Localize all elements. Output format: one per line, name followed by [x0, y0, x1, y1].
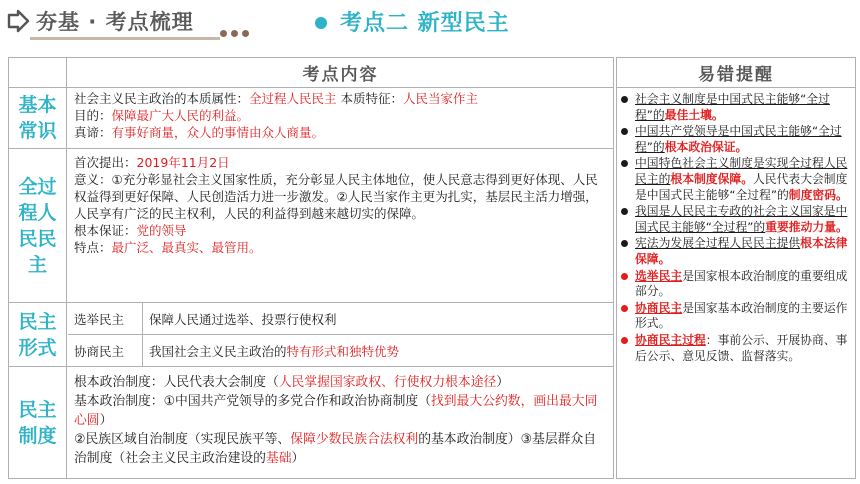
election-text: 保障人民通过选举、投票行使权利 — [149, 311, 337, 327]
list-item: 协商民主过程：事前公示、开展协商、事后公示、意见反馈、监督落实。 — [621, 333, 849, 364]
list-item: 协商民主是国家基本政治制度的主要运作形式。 — [621, 301, 849, 332]
category-whole-process: 全过程人民民主 — [9, 149, 67, 302]
section-title: 夯基 · 考点梳理 — [36, 10, 194, 34]
category-basic: 基本常识 — [9, 88, 67, 148]
consult-label: 协商民主 — [68, 335, 143, 367]
table-row-system — [9, 367, 613, 478]
topic-title: 考点二 新型民主 — [340, 11, 510, 36]
table-row-forms — [9, 303, 613, 367]
list-item: 我国是人民民主专政的社会主义国家是中国式民主能够“全过程”的重要推动力量。 — [621, 204, 849, 235]
whole-process-content: 首次提出：2019年11月2日 意义：①充分彰显社会主义国家性质，充分彰显人民主体地位，使人民意志得到更好体现、人民权益得到更好保障、人民创造活力进一步激发。②人民当家作主更为扎实，基层民主活力增强，人民享有广泛的民主权利，人民的利益得到越来越切实的保障。 根本保证：党的领导 特点：最广泛、最真实、最管用。 — [74, 155, 598, 255]
table-header-row — [9, 58, 613, 88]
list-item: 中国共产党领导是中国式民主能够“全过程”的根本政治保证。 — [621, 124, 849, 155]
consult-text: 我国社会主义民主政治的特有形式和独特优势 — [149, 344, 400, 359]
arrow-right-icon — [6, 9, 30, 33]
basic-content: 社会主义民主政治的本质属性：全过程人民民主 本质特征：人民当家作主 目的：保障最广大人民的利益。 真谛：有事好商量，众人的事情由众人商量。 — [74, 91, 479, 140]
content-table — [8, 57, 614, 479]
decorative-dots — [220, 30, 249, 37]
error-reminder-list — [617, 88, 855, 364]
table-row-basic — [9, 88, 613, 149]
election-label: 选举民主 — [68, 303, 143, 334]
system-content: 根本政治制度：人民代表大会制度（人民掌握国家政权、行使权力根本途径） 基本政治制度：①中国共产党领导的多党合作和政治协商制度（找到最大公约数，画出最大同心圆） ②民族区域自治制度（实现民族平等、保障少数民族合法权利的基本政治制度）③基层群众自治制度（社会主义民主政治建设的基础） — [74, 375, 598, 466]
error-reminder-header: 易错提醒 — [617, 58, 855, 88]
column-header: 考点内容 — [302, 65, 379, 85]
table-row-whole-process — [9, 149, 613, 303]
topic-bullet-icon — [315, 17, 327, 29]
list-item: 选举民主是国家根本政治制度的重要组成部分。 — [621, 269, 849, 300]
error-reminder-box — [616, 57, 856, 479]
consult-row — [68, 335, 613, 367]
corner-cell — [9, 58, 67, 87]
category-forms: 民主形式 — [9, 303, 67, 366]
election-row — [68, 303, 613, 335]
title-underline — [30, 37, 220, 40]
list-item: 社会主义制度是中国式民主能够“全过程”的最佳土壤。 — [621, 92, 849, 123]
page-header — [0, 0, 860, 50]
list-item: 中国特色社会主义制度是实现全过程人民民主的根本制度保障。人民代表大会制度是中国式民主能够“全过程”的制度密码。 — [621, 156, 849, 203]
list-item: 宪法为发展全过程人民民主提供根本法律保障。 — [621, 236, 849, 267]
category-system: 民主制度 — [9, 367, 67, 478]
